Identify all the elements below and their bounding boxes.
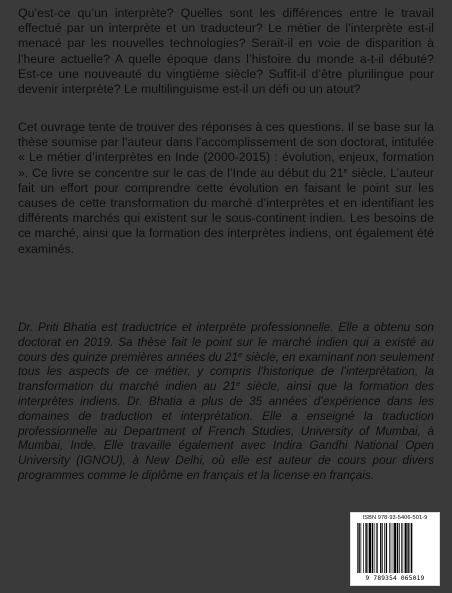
barcode-bar bbox=[384, 523, 385, 573]
bio-superscript-2: e bbox=[236, 379, 241, 389]
summary-text-part2: siècle. L’auteur fait un effort pour comprendre cette évolution en faisant le point sur les causes de cette transformation du marché d’interprètes et en identifiant les différents marchés qui existent sur le sous-continent indien. Les besoins de ce marché, ainsi que la formation des interprètes indiens, ont également été examinés. bbox=[18, 165, 434, 256]
bio-text-part2: siècle, en examinant non seulement tous les aspects de ce métier, y compris l’historique de l’interprétation, la transformation du marché indien au 21 bbox=[18, 349, 434, 394]
barcode-bar bbox=[363, 523, 364, 573]
barcode-bar bbox=[405, 523, 407, 573]
barcode-bar bbox=[376, 523, 377, 573]
barcode-bar bbox=[372, 523, 373, 573]
isbn-digits: 9 789354 065019 bbox=[365, 575, 425, 582]
barcode-bar bbox=[358, 523, 359, 573]
isbn-barcode bbox=[350, 512, 440, 586]
book-summary-paragraph bbox=[18, 120, 434, 257]
barcode-bar bbox=[411, 523, 412, 573]
bio-text-part3: siècle, ainsi que la formation des interprètes indiens. Dr. Bhatia a plus de 35 années d’expérience dans les domaines de traduction et interprétation. Elle a enseigné la traduction professionnelle au Department of French Studies, University of Mumbai, à Mumbai, Inde. Elle travaille également avec Indira Gandhi National Open University (IGNOU), à New Delhi, où elle est auteur de cours pour divers programmes comme le diplôme en français et la license en français. bbox=[18, 379, 434, 482]
barcode-bar bbox=[365, 523, 366, 573]
barcode-bar bbox=[407, 523, 408, 573]
barcode-bar bbox=[394, 523, 396, 573]
barcode-bar bbox=[397, 523, 398, 573]
isbn-label: ISBN 978-93-5406-501-9 bbox=[362, 515, 428, 521]
barcode-bar bbox=[410, 523, 411, 573]
barcode-bar bbox=[369, 523, 371, 573]
barcode-bar bbox=[357, 523, 358, 573]
barcode-bar bbox=[377, 523, 378, 573]
barcode-bar bbox=[386, 523, 387, 573]
barcode-bar bbox=[399, 523, 400, 573]
summary-superscript: e bbox=[343, 165, 348, 175]
author-bio-paragraph bbox=[18, 320, 434, 483]
intro-questions-paragraph bbox=[18, 6, 434, 97]
barcode-bar bbox=[391, 523, 392, 573]
barcode-bar bbox=[393, 523, 394, 573]
barcode-bar bbox=[368, 523, 369, 573]
barcode-bar bbox=[382, 523, 383, 573]
bio-superscript-1: e bbox=[238, 349, 243, 359]
barcode-bar bbox=[380, 523, 381, 573]
barcode-bar bbox=[403, 523, 404, 573]
barcode-bars-icon bbox=[357, 523, 433, 573]
barcode-bar bbox=[389, 523, 390, 573]
summary-text-part1: Cet ouvrage tente de trouver des réponses à ces questions. Il se base sur la thèse soumise par l’auteur dans l’accomplissement de son doctorat, intitulée « Le métier d’interprètes en Inde (2000-2015) : évolution, enjeux, formation ». Ce livre se concentre sur le cas de l’Inde au début du 21 bbox=[18, 120, 434, 180]
barcode-bar bbox=[401, 523, 402, 573]
bio-text-part1: Dr. Priti Bhatia est traductrice et interprète professionnelle. Elle a obtenu son doctorat en 2019. Sa thèse fait le point sur le marché indien qui a existé au cours des quinze premières années du 21 bbox=[18, 320, 434, 364]
intro-questions-text: Qu’est-ce qu’un interprète? Quelles sont les différences entre le travail effectué par un interprète et un traducteur? Le métier de l’interprète est-il menacé par les nouvelles technologies? Serait-il en voie de disparition à l’heure actuelle? A quelle époque dans l’histoire du monde a-t-il débuté? Est-ce une nouveauté du vingtième siècle? Suffit-il d’être plurilingue pour devenir interprète? Le multilinguisme est-il un défi ou un atout? bbox=[18, 6, 434, 97]
barcode-bar bbox=[374, 523, 375, 573]
barcode-bar bbox=[361, 523, 362, 573]
